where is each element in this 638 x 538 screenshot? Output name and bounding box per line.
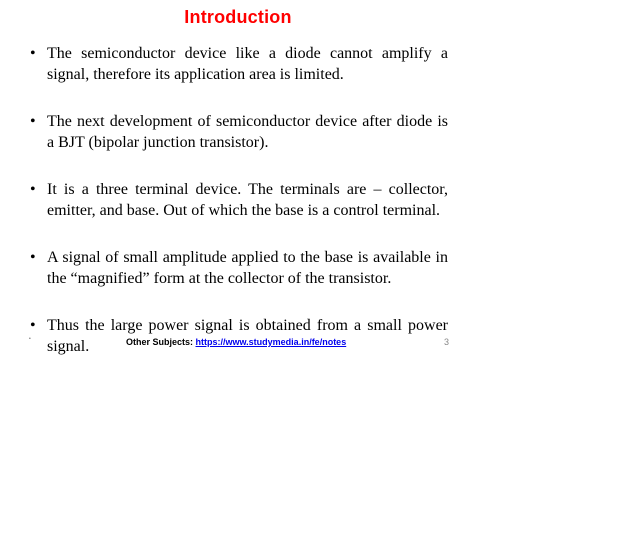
footer-other-subjects (126, 337, 346, 347)
bullet-icon: • (30, 45, 36, 62)
bullet-item (30, 247, 448, 289)
bullet-text: A signal of small amplitude applied to the base is available in the “magnified” form at the collector of the transistor. (47, 249, 448, 287)
bullet-list (30, 43, 448, 383)
bullet-text: The next development of semiconductor device after diode is a BJT (bipolar junction transistor). (47, 113, 448, 151)
bullet-text: The semiconductor device like a diode cannot amplify a signal, therefore its application area is limited. (47, 45, 448, 83)
slide-title: Introduction (184, 7, 292, 27)
bullet-text: It is a three terminal device. The terminals are – collector, emitter, and base. Out of which the base is a control terminal. (47, 181, 448, 219)
footer-link[interactable]: https://www.studymedia.in/fe/notes (195, 337, 347, 347)
bullet-icon: • (30, 113, 36, 130)
bullet-text: Thus the large power signal is obtained from a small power signal. (47, 317, 448, 355)
bullet-item (30, 111, 448, 153)
footer-marker-icon: • (29, 336, 31, 342)
bullet-icon: • (30, 317, 36, 334)
bullet-item (30, 315, 448, 357)
bullet-item (30, 43, 448, 85)
page-number: 3 (444, 337, 450, 347)
footer-label: Other Subjects: (126, 337, 196, 347)
bullet-icon: • (30, 181, 36, 198)
bullet-item (30, 179, 448, 221)
bullet-icon: • (30, 249, 36, 266)
